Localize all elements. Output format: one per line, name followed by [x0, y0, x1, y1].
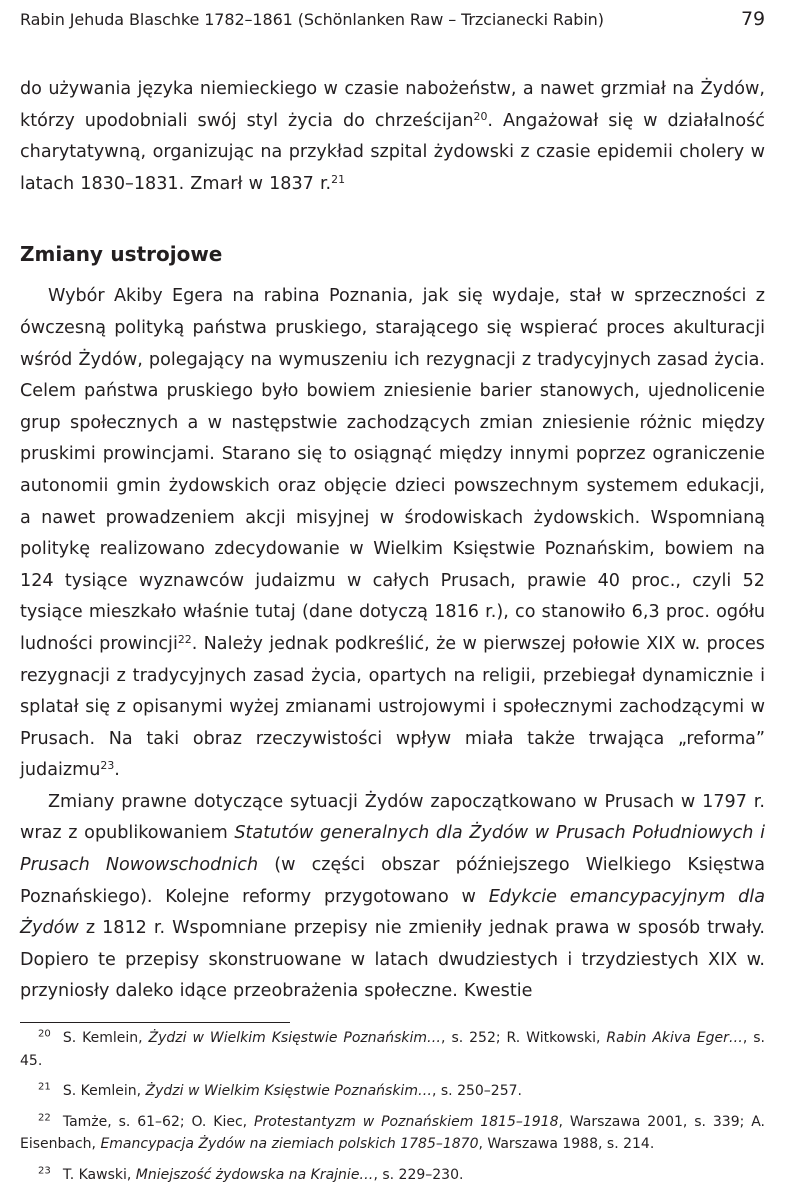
footnote-22 — [20, 1111, 765, 1156]
footnote-ref-23: 23 — [100, 759, 115, 773]
running-head-title: Rabin Jehuda Blaschke 1782–1861 (Schönlanken Raw – Trzcianecki Rabin) — [20, 10, 604, 29]
footnote-23 — [20, 1164, 765, 1187]
italic-title: Statutów generalnych dla Żydów w Prusach Południowych i Prusach Nowowschodnich — [20, 823, 765, 876]
footnote-text: , s. 45. — [20, 1030, 765, 1069]
section-paragraph-1 — [20, 281, 765, 787]
footnote-20 — [20, 1027, 765, 1072]
footnote-italic: Żydzi w Wielkim Księstwie Poznańskim… — [145, 1083, 432, 1100]
footnote-text: Tamże, s. 61–62; O. Kiec, — [62, 1113, 254, 1130]
footnote-separator — [20, 1022, 290, 1023]
footnote-21 — [20, 1080, 765, 1103]
footnote-text: S. Kemlein, — [62, 1083, 146, 1100]
italic-title: Edykcie emancypacyjnym dla Żydów — [20, 886, 765, 939]
footnote-ref-21: 21 — [331, 172, 346, 186]
footnote-number — [38, 1030, 51, 1046]
footnotes — [20, 1027, 765, 1186]
footnote-ref-22: 22 — [177, 632, 192, 646]
main-text — [20, 74, 765, 1008]
footnote-number-text: 20 — [38, 1028, 51, 1040]
opening-paragraph — [20, 74, 765, 200]
footnote-number-text: 21 — [38, 1081, 51, 1093]
section-paragraph-2 — [20, 787, 765, 1008]
paragraph-text: . Angażował się w działalność charytatywną, organizując na przykład szpital żydowski z czasie epidemii cholery w latach 1830–1831. Zmarł w 1837 r. — [20, 110, 765, 194]
footnote-text: S. Kemlein, — [62, 1030, 149, 1047]
section-heading: Zmiany ustrojowe — [20, 242, 223, 267]
paragraph-text: Wybór Akiby Egera na rabina Poznania, jak się wydaje, stał w sprzeczności z ówczesną polityką państwa pruskiego, starającego się wspierać proces akulturacji wśród Żydów, polegający na wymuszeniu ich rezygnacji z tradycyjnych zasad życia. Celem państwa pruskiego było bowiem zniesienie barier stanowych, ujednolicenie grup społecznych a w następstwie zachodzących zmian zniesienie różnic między pruskimi prowincjami. Starano się to osiągnąć między innymi poprzez ograniczenie autonomii gmin żydowskich oraz objęcie dzieci powszechnym systemem edukacji, a nawet prowadzeniem akcji misyjnej w środowiskach żydowskich. Wspomnianą politykę realizowano zdecydowanie w Wielkim Księstwie Poznańskim, bowiem na 124 tysiące wyznawców judaizmu w całych Prusach, prawie 40 proc., czyli 52 tysiące mieszkało właśnie tutaj (dane dotyczą 1816 r.), co stanowiło 6,3 proc. ogółu ludności prowincji — [20, 286, 765, 654]
footnote-text: T. Kawski, — [62, 1166, 136, 1183]
footnote-number-text: 22 — [38, 1112, 51, 1123]
footnote-italic: Protestantyzm w Poznańskiem 1815–1918 — [254, 1113, 559, 1130]
footnote-number — [38, 1083, 51, 1099]
paragraph-text: z 1812 r. Wspomniane przepisy nie zmieniły jednak prawa w sposób trwały. Dopiero te przepisy skonstruowane w latach dwudziestych i trzydziestych XIX w. przyniosły daleko idące przeobrażenia społeczne. Kwestie — [20, 918, 765, 1002]
paragraph-text: . — [114, 760, 120, 781]
running-head — [20, 8, 765, 42]
footnote-text: , Warszawa 2001, s. 339; A. Eisenbach, — [20, 1113, 765, 1153]
footnote-number — [38, 1167, 51, 1183]
paragraph-text: do używania języka niemieckiego w czasie nabożeństw, a nawet grzmiał na Żydów, którzy upodobniali swój styl życia do chrześcijan — [20, 79, 765, 131]
footnote-italic: Żydzi w Wielkim Księstwie Poznańskim… — [148, 1030, 442, 1047]
footnote-italic: Rabin Akiva Eger… — [606, 1030, 743, 1047]
footnote-text: , s. 252; R. Witkowski, — [441, 1030, 607, 1047]
footnote-text: , s. 229–230. — [373, 1166, 464, 1183]
paragraph-text: (w części obszar późniejszego Wielkiego Księstwa Poznańskiego). Kolejne reformy przygotowano w — [20, 855, 765, 907]
footnote-text: , Warszawa 1988, s. 214. — [478, 1136, 655, 1153]
footnote-number — [38, 1114, 51, 1130]
footnote-number-text: 23 — [38, 1165, 51, 1176]
footnote-italic: Emancypacja Żydów na ziemiach polskich 1785–1870 — [100, 1136, 479, 1153]
footnote-text: , s. 250–257. — [431, 1083, 522, 1100]
footnote-ref-20: 20 — [473, 109, 488, 123]
page-number: 79 — [741, 8, 765, 30]
paragraph-text: . Należy jednak podkreślić, że w pierwszej połowie XIX w. proces rezygnacji z tradycyjnych zasad życia, opartych na religii, przebiegał dynamicznie i splatał się z opisanymi wyżej zmianami ustrojowymi i społecznymi zachodzącymi w Prusach. Na taki obraz rzeczywistości wpływ miała także trwająca „reforma” judaizmu — [20, 633, 765, 781]
footnote-italic: Mniejszość żydowska na Krajnie… — [135, 1166, 374, 1183]
paragraph-text: Zmiany prawne dotyczące sytuacji Żydów zapoczątkowano w Prusach w 1797 r. wraz z opublikowaniem — [20, 791, 765, 844]
